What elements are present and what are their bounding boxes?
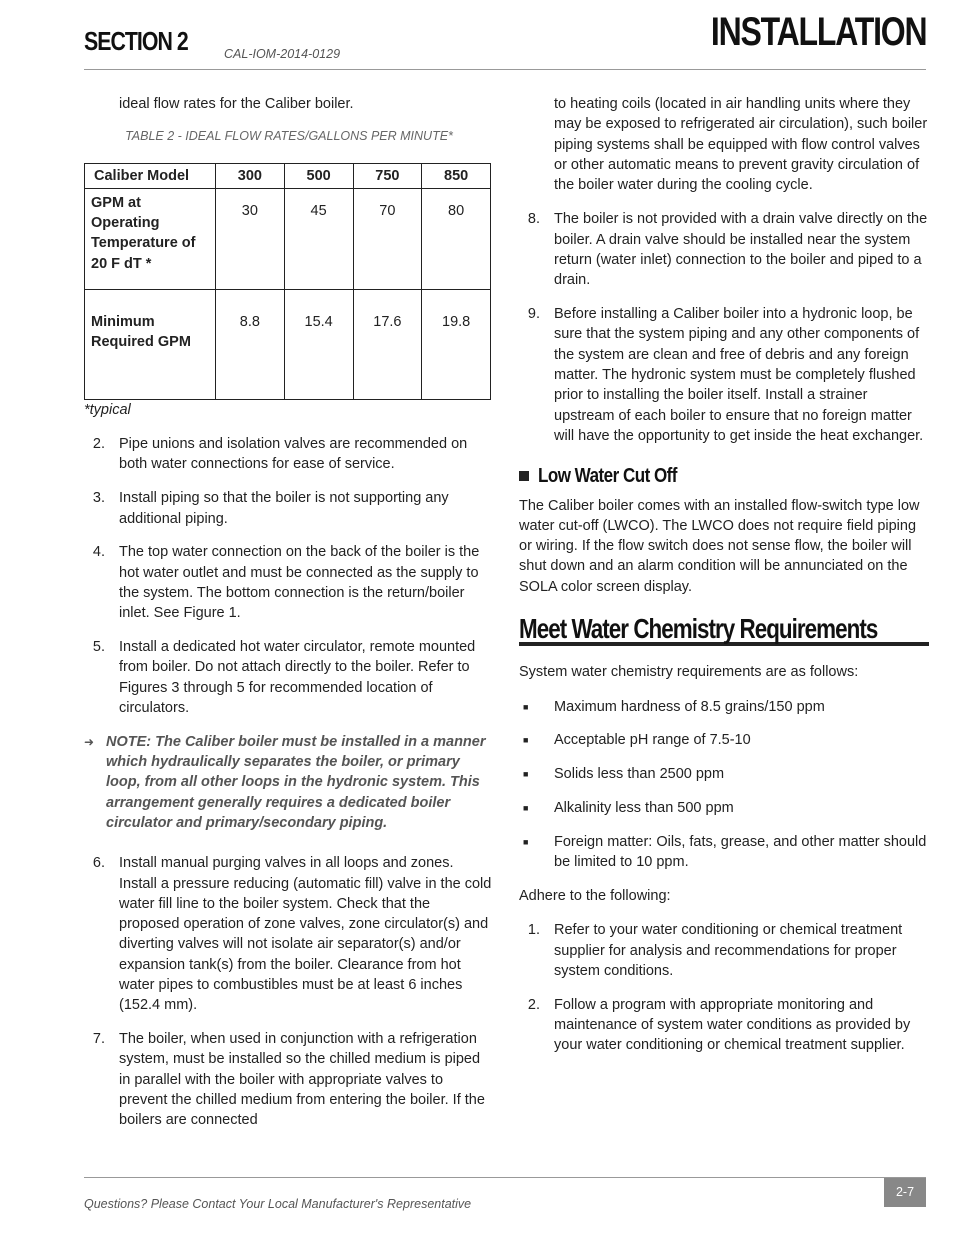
table-row: [85, 289, 491, 399]
list-item: [519, 798, 929, 818]
note-text: NOTE: The Caliber boiler must be installed in a manner which hydraulically separates the boiler, or primary loop, from all other loops in the hydronic system. This arrangement generally requires a dedicated boiler circulator and primary/secondary piping.: [106, 733, 486, 831]
document-code: CAL-IOM-2014-0129: [224, 47, 341, 61]
table-cell: 45: [284, 188, 353, 289]
table-header-cell: 750: [353, 163, 422, 188]
water-chemistry-heading-text: Meet Water Chemistry Requirements: [519, 613, 878, 645]
arrow-right-icon: ➜: [84, 734, 95, 749]
list-item: [84, 637, 494, 718]
table-cell: 19.8: [422, 289, 491, 399]
list-item: [519, 995, 929, 1056]
chemistry-requirements-list: [519, 697, 929, 873]
page-number: 2-7: [884, 1178, 926, 1207]
lwco-text: The Caliber boiler comes with an installed flow-switch type low water cut-off (LWCO). The LWCO does not require field piping or wiring. If the flow switch does not sense flow, the boiler will shut down and an alarm condition will be annunciated on the SOLA color screen display.: [519, 497, 920, 595]
table-header-cell: 850: [422, 163, 491, 188]
list-item: [519, 764, 929, 784]
list-item: [84, 434, 494, 475]
header-divider: [84, 69, 926, 70]
intro-text: ideal flow rates for the Caliber boiler.: [119, 96, 354, 112]
installation-steps-a: [84, 434, 494, 718]
flow-rate-table: [84, 163, 491, 400]
step-text: Before installing a Caliber boiler into a hydronic loop, be sure that the system piping and any other components of the system are clean and free of debris and any foreign matter. The hydronic system must be completely flushed prior to installing the boiler itself. Install a strainer upstream of each boiler to ensure that no foreign matter will have the opportunity to get inside the heat exchanger.: [554, 306, 924, 444]
footer-divider: [84, 1177, 926, 1178]
step-number: 6.: [92, 855, 105, 872]
table-cell: 70: [353, 188, 422, 289]
step-number: 2.: [527, 996, 540, 1013]
step-text: Install piping so that the boiler is not supporting any additional piping.: [119, 490, 449, 527]
step-number: 5.: [92, 639, 105, 656]
bullet-text: Alkalinity less than 500 ppm: [554, 800, 734, 817]
table-footnote: *typical: [84, 401, 131, 418]
table-row: [85, 188, 491, 289]
step-text: The boiler is not provided with a drain valve directly on the boiler. A drain valve should be installed near the system return (water inlet) connection to the boiler and piped to a drain.: [554, 211, 928, 289]
table-cell: 15.4: [284, 289, 353, 399]
step-text: Follow a program with appropriate monitoring and maintenance of system water conditions as provided by your water conditioning or chemical treatment supplier.: [554, 996, 911, 1054]
table-cell: 17.6: [353, 289, 422, 399]
continuation-text: to heating coils (located in air handling units where they may be exposed to refrigerated air circulation), such boiler piping systems shall be equipped with flow control valves or other automatic means to prevent gravity circulation of the boiler water during the cooling cycle.: [554, 96, 928, 194]
list-item: [519, 730, 929, 750]
chemistry-intro: System water chemistry requirements are as follows:: [519, 664, 859, 681]
step-text: The boiler, when used in conjunction with a refrigeration system, must be installed so the chilled medium is piped in parallel with the boiler with appropriate valves to prevent the chilled medium from entering the boiler. If the boilers are connected: [119, 1031, 485, 1129]
lwco-heading: [519, 466, 929, 486]
bullet-text: Acceptable pH range of 7.5-10: [554, 732, 751, 749]
bullet-text: Foreign matter: Oils, fats, grease, and other matter should be limited to 10 ppm.: [554, 833, 927, 871]
list-item: [84, 542, 494, 623]
table-cell: 80: [422, 188, 491, 289]
page-title: INSTALLATION: [710, 10, 926, 54]
step-number: 8.: [527, 211, 540, 228]
left-column: [84, 94, 494, 1144]
step-text: Pipe unions and isolation valves are recommended on both water connections for ease of service.: [119, 436, 468, 473]
step-text: The top water connection on the back of the boiler is the hot water outlet and must be connected as the supply to the system. The bottom connection is the return/boiler inlet. See Figure 1.: [119, 544, 480, 622]
table-row-label: GPM at Operating Temperature of 20 F dT *: [85, 188, 216, 289]
note-callout: [84, 732, 494, 833]
right-column: [519, 94, 929, 1069]
table-header-cell: 500: [284, 163, 353, 188]
table-caption: TABLE 2 - IDEAL FLOW RATES/GALLONS PER MINUTE*: [125, 129, 453, 144]
bullet-icon: ■: [523, 803, 529, 814]
list-item: [519, 697, 929, 717]
step-number: 7.: [92, 1031, 105, 1048]
table-header-cell: 300: [216, 163, 285, 188]
bullet-icon: ■: [523, 701, 529, 712]
table-cell: 8.8: [216, 289, 285, 399]
adhere-steps: [519, 920, 929, 1055]
table-cell: 30: [216, 188, 285, 289]
step-number: 4.: [92, 544, 105, 561]
table-header-model: Caliber Model: [85, 163, 216, 188]
step-text: Install manual purging valves in all loops and zones. Install a pressure reducing (automatic fill) valve in the cold water fill line to the boiler system. Check that the proposed operation of zone valves, zone circulator(s) and diverting valves will not isolate air separator(s) and/or expansion tank(s) from the boiler. Clearance from hot water pipes to combustibles must be at least 6 inches (152.4 mm).: [119, 855, 492, 1014]
list-item: [519, 304, 929, 446]
adhere-text: Adhere to the following:: [519, 887, 671, 904]
list-item: [519, 920, 929, 981]
step-text: Install a dedicated hot water circulator, remote mounted from boiler. Do not attach directly to the boiler. Refer to Figures 3 through 5 for recommended location of circulators.: [119, 639, 476, 716]
square-bullet-icon: [519, 471, 529, 481]
lwco-heading-text: Low Water Cut Off: [538, 465, 677, 488]
section-label: SECTION 2: [84, 26, 188, 56]
step-number: 1.: [527, 922, 540, 939]
step-number: 2.: [92, 436, 105, 453]
list-item: [84, 1029, 494, 1130]
bullet-icon: ■: [523, 769, 529, 780]
step-text: Refer to your water conditioning or chemical treatment supplier for analysis and recommendations for proper system conditions.: [554, 922, 903, 979]
list-item: [519, 832, 929, 873]
footer-text: Questions? Please Contact Your Local Manufacturer's Representative: [84, 1197, 472, 1211]
step-number: 9.: [527, 306, 540, 323]
list-item: [84, 488, 494, 529]
bullet-text: Solids less than 2500 ppm: [554, 766, 725, 783]
installation-steps-b: [84, 853, 494, 1130]
bullet-icon: ■: [523, 836, 529, 847]
list-item: [84, 853, 494, 1015]
installation-steps-c: [519, 209, 929, 446]
table-header-row: [85, 163, 491, 188]
list-item: [519, 209, 929, 290]
bullet-text: Maximum hardness of 8.5 grains/150 ppm: [554, 698, 825, 715]
water-chemistry-heading: [519, 613, 929, 646]
step-number: 3.: [92, 490, 105, 507]
bullet-icon: ■: [523, 735, 529, 746]
table-row-label: Minimum Required GPM: [85, 289, 216, 399]
